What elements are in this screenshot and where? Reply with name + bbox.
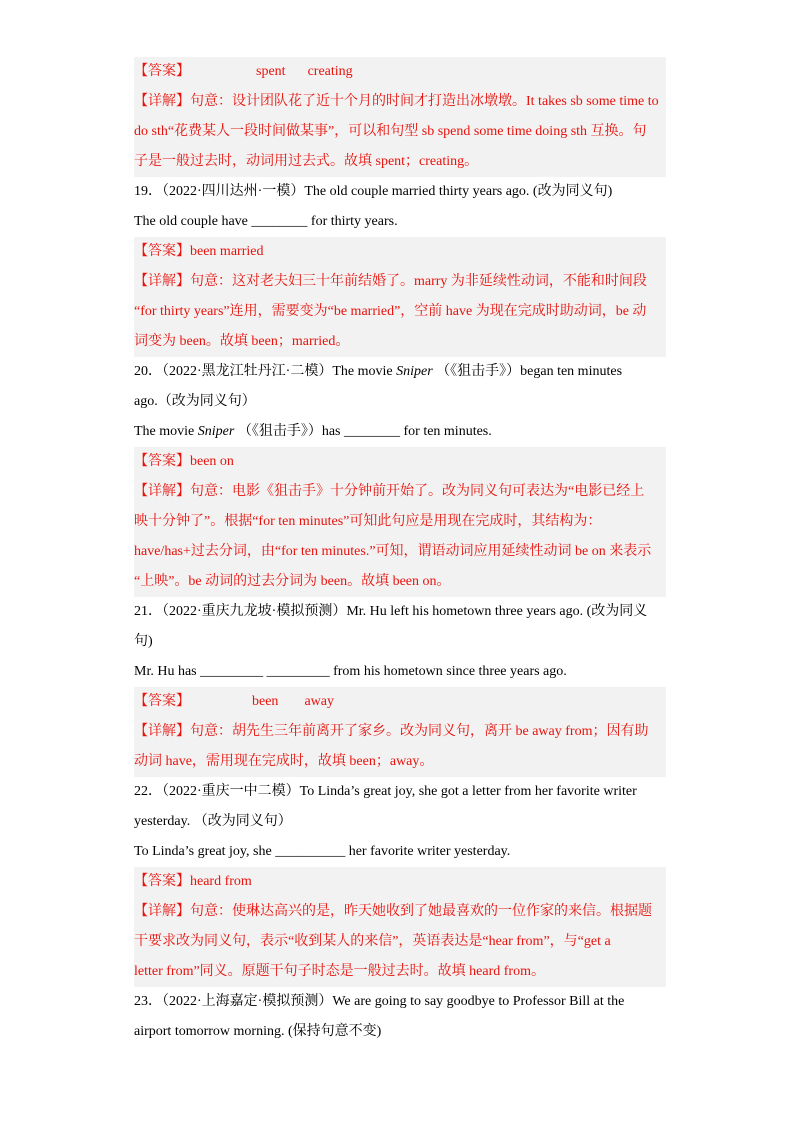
- movie-title: Sniper: [197, 424, 235, 439]
- movie-title: Sniper: [396, 364, 433, 379]
- detail-line: “for thirty years”连用，需要变为“be married”，空前 have 为现在完成时助动词，be 动: [134, 304, 647, 319]
- detail-line: do sth“花费某人一段时间做某事”，可以和句型 sb spend some time doing sth 互换。句: [134, 124, 647, 139]
- question-text: The movie: [134, 424, 198, 439]
- answer-word-2: away: [304, 694, 334, 709]
- detail-line: “上映”。be 动词的过去分词为 been。故填 been on。: [134, 574, 451, 589]
- detail-line: 【详解】句意：这对老夫妇三十年前结婚了。marry 为非延续性动词，不能和时间段: [134, 274, 647, 289]
- question-line: 22．（2022·重庆一中二模）To Linda’s great joy, she got a letter from her favorite writer: [134, 784, 637, 799]
- answer-word-1: spent: [256, 64, 286, 79]
- question-line: ago.（改为同义句）: [134, 394, 256, 409]
- question-line: The old couple have ________ for thirty years.: [134, 214, 398, 229]
- question-text: 20．（2022·黑龙江牡丹江·二模）The movie: [134, 364, 397, 379]
- detail-line: 子是一般过去时，动词用过去式。故填 spent；creating。: [134, 154, 479, 169]
- detail-line: 【详解】句意：胡先生三年前离开了家乡。改为同义句，离开 be away from；因有助: [134, 724, 649, 739]
- q18-answer-line: [134, 57, 666, 87]
- detail-line: 【详解】句意：设计团队花了近十个月的时间才打造出冰墩墩。It takes sb some time to: [134, 94, 659, 109]
- detail-line: letter from”同义。原题干句子时态是一般过去时。故填 heard from。: [134, 964, 545, 979]
- question-line: 23．（2022·上海嘉定·模拟预测）We are going to say goodbye to Professor Bill at the: [134, 994, 625, 1009]
- q21-answer-box: [134, 687, 666, 777]
- document-content: [134, 57, 666, 1047]
- answer-tag: 【答案】: [134, 694, 190, 709]
- question-line: yesterday. （改为同义句）: [134, 814, 292, 829]
- q20-answer-box: [134, 447, 666, 597]
- detail-line: 干要求改为同义句，表示“收到某人的来信”，英语表达是“hear from”，与“get a: [134, 934, 611, 949]
- answer-line: 【答案】been on: [134, 454, 234, 469]
- question-text: （《狙击手》）began ten minutes: [432, 364, 623, 379]
- q19-answer-box: [134, 237, 666, 357]
- question-line: [134, 417, 666, 447]
- question-line: To Linda’s great joy, she __________ her favorite writer yesterday.: [134, 844, 511, 859]
- question-line: [134, 357, 666, 387]
- detail-line: 动词 have，需用现在完成时，故填 been；away。: [134, 754, 434, 769]
- question-line: 21．（2022·重庆九龙坡·模拟预测）Mr. Hu left his hometown three years ago. (改为同义: [134, 604, 648, 619]
- q21-answer-line: [134, 687, 666, 717]
- q22-answer-box: [134, 867, 666, 987]
- detail-line: 【详解】句意：电影《狙击手》十分钟前开始了。改为同义句可表达为“电影已经上: [134, 484, 645, 499]
- question-line: 19．（2022·四川达州·一模）The old couple married thirty years ago. (改为同义句): [134, 184, 613, 199]
- question-line: airport tomorrow morning. (保持句意不变): [134, 1024, 382, 1039]
- answer-word-2: creating: [307, 64, 353, 79]
- answer-line: 【答案】been married: [134, 244, 264, 259]
- detail-line: 【详解】句意：使琳达高兴的是，昨天她收到了她最喜欢的一位作家的来信。根据题: [134, 904, 652, 919]
- detail-line: 词变为 been。故填 been；married。: [134, 334, 350, 349]
- answer-line: 【答案】heard from: [134, 874, 252, 889]
- detail-line: 映十分钟了”。根据“for ten minutes”可知此句应是用现在完成时，其结构为：: [134, 514, 602, 529]
- q18-answer-box: [134, 57, 666, 177]
- question-line: Mr. Hu has _________ _________ from his hometown since three years ago.: [134, 664, 567, 679]
- question-text: （《狙击手》）has ________ for ten minutes.: [234, 424, 492, 439]
- answer-word-1: been: [252, 694, 279, 709]
- question-line: 句): [134, 634, 153, 649]
- detail-line: have/has+过去分词，由“for ten minutes.”可知，谓语动词应用延续性动词 be on 来表示: [134, 544, 652, 559]
- answer-tag: 【答案】: [134, 64, 190, 79]
